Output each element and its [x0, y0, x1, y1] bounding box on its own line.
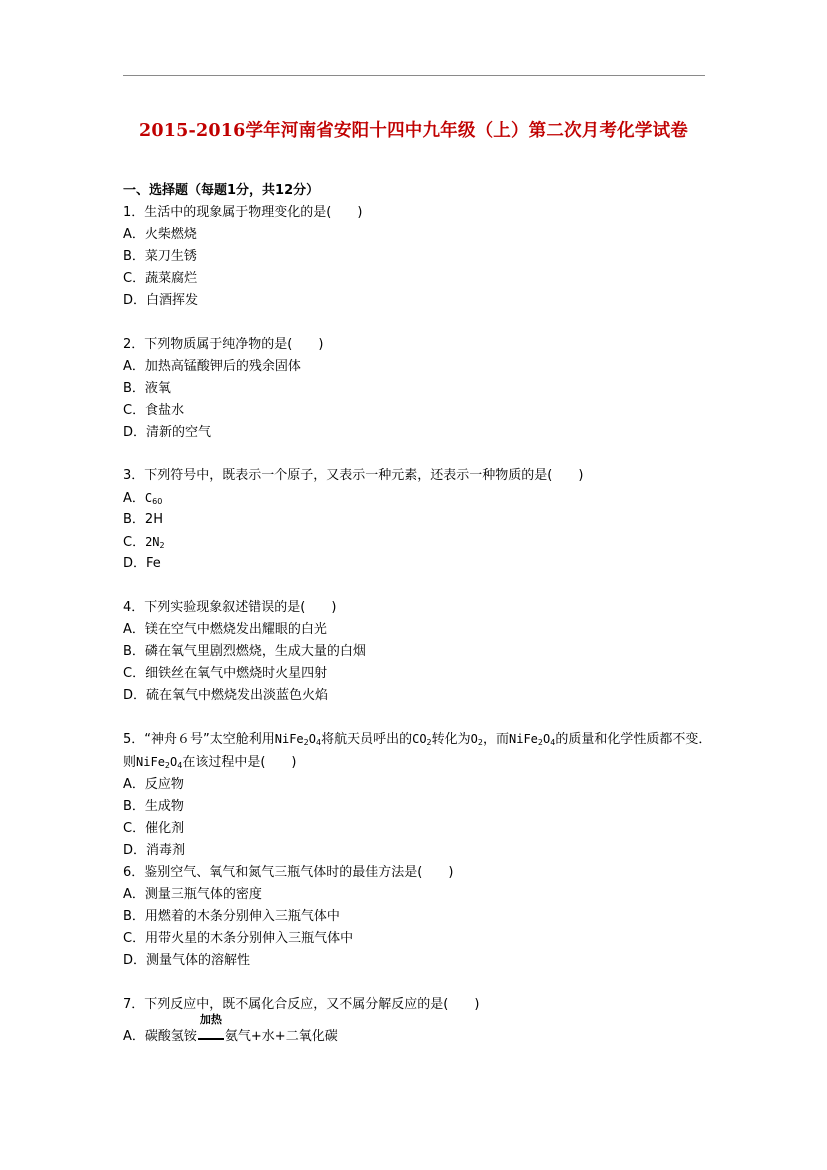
option-c: C．食盐水 [123, 402, 185, 418]
option-b: B．菜刀生锈 [123, 249, 197, 264]
option-c: C．用带火星的木条分别伸入三瓶气体中 [123, 931, 354, 946]
formula: O [470, 732, 478, 746]
formula: O [308, 732, 316, 746]
formula: NiFe [136, 755, 165, 769]
option-b: B．液氧 [123, 380, 171, 396]
formula-subscript: 2 [477, 738, 483, 747]
option-c: C．蔬菜腐烂 [123, 271, 198, 286]
reaction-condition: 加热 [199, 1012, 222, 1026]
option-b: B．用燃着的木条分别伸入三瓶气体中 [123, 909, 340, 924]
formula-subscript: 2 [303, 738, 309, 747]
formula-subscript: 4 [315, 738, 322, 747]
formula: NiFe [274, 732, 304, 746]
option-a: A．测量三瓶气体的密度 [123, 887, 262, 902]
formula-subscript: 4 [177, 761, 183, 770]
question-stem: 1．生活中的现象属于物理变化的是( ) [123, 205, 363, 220]
option-b: B．生成物 [123, 799, 184, 814]
question-stem: 3．下列符号中，既表示一个原子，又表示一种元素，还表示一种物质的是( ) [123, 468, 584, 483]
formula: O [170, 755, 178, 769]
question-stem: 2．下列物质属于纯净物的是( ) [123, 336, 324, 352]
question-1 [123, 202, 713, 312]
question-2 [123, 334, 713, 444]
formula: O [543, 732, 551, 746]
option-label: C． [123, 535, 146, 550]
question-stem: 7．下列反应中，既不属化合反应，又不属分解反应的是( ) [123, 996, 480, 1012]
section-heading: 一、选择题（每题1分，共12分） [123, 183, 320, 198]
page-title: 2015-2016学年河南省安阳十四中九年级（上）第二次月考化学试卷 [139, 121, 688, 141]
stem-text: 将航天员呼出的 [321, 732, 413, 747]
formula: NiFe [509, 732, 538, 746]
option-d: D．Fe [123, 556, 161, 571]
option-a: A．加热高锰酸钾后的残余固体 [123, 358, 301, 374]
option-c: C．细铁丝在氧气中燃烧时火星四射 [123, 665, 328, 681]
option-a: A．反应物 [123, 777, 184, 792]
question-6 [123, 862, 713, 972]
option-d: D．消毒剂 [123, 843, 186, 858]
product-text: 氨气+水+二氧化碳 [224, 1028, 338, 1044]
reaction-arrow-bar [198, 1038, 224, 1040]
formula: 2N [145, 535, 160, 549]
option-d: D．白酒挥发 [123, 293, 199, 308]
question-5 [123, 728, 713, 862]
question-stem: 4．下列实验现象叙述错误的是( ) [123, 599, 337, 615]
option-c: C．催化剂 [123, 821, 185, 836]
stem-text: 在该过程中是( ) [182, 755, 297, 770]
option-b: B．磷在氧气里剧烈燃烧，生成大量的白烟 [123, 643, 366, 659]
formula: CO [412, 732, 427, 746]
stem-text: ，而 [482, 732, 509, 747]
formula-subscript: 2 [426, 738, 432, 747]
formula-subscript: 2 [164, 761, 171, 770]
question-7 [123, 994, 713, 1048]
option-d: D．测量气体的溶解性 [123, 953, 251, 968]
option-a [123, 487, 713, 509]
question-3 [123, 465, 713, 575]
stem-text: 的质量和化学性质都不变．则 [123, 732, 712, 770]
reactant-text: A．碳酸氢铵 [123, 1028, 197, 1044]
formula: C [144, 491, 153, 505]
reaction-condition-arrow [197, 1012, 225, 1048]
question-stem [123, 728, 713, 774]
question-4 [123, 597, 713, 707]
formula-subscript: 2 [159, 541, 165, 550]
formula-subscript: 60 [152, 497, 163, 506]
question-stem: 6．鉴别空气、氧气和氮气三瓶气体时的最佳方法是( ) [123, 865, 454, 880]
option-c [123, 531, 713, 553]
option-a: A．镁在空气中燃烧发出耀眼的白光 [123, 621, 327, 637]
option-label: A． [123, 491, 145, 506]
stem-text: 5．“神舟６号”太空舱利用 [123, 732, 275, 747]
option-a: A．火柴燃烧 [123, 227, 197, 242]
header-rule [123, 75, 705, 76]
option-d: D．清新的空气 [123, 424, 212, 440]
formula-subscript: 2 [537, 738, 543, 747]
option-d: D．硫在氧气中燃烧发出淡蓝色火焰 [123, 687, 329, 703]
exam-content [123, 180, 713, 1048]
option-b: B．2H [123, 512, 163, 527]
stem-text: 转化为 [431, 732, 471, 747]
option-a [123, 1012, 713, 1048]
formula-subscript: 4 [550, 738, 556, 747]
